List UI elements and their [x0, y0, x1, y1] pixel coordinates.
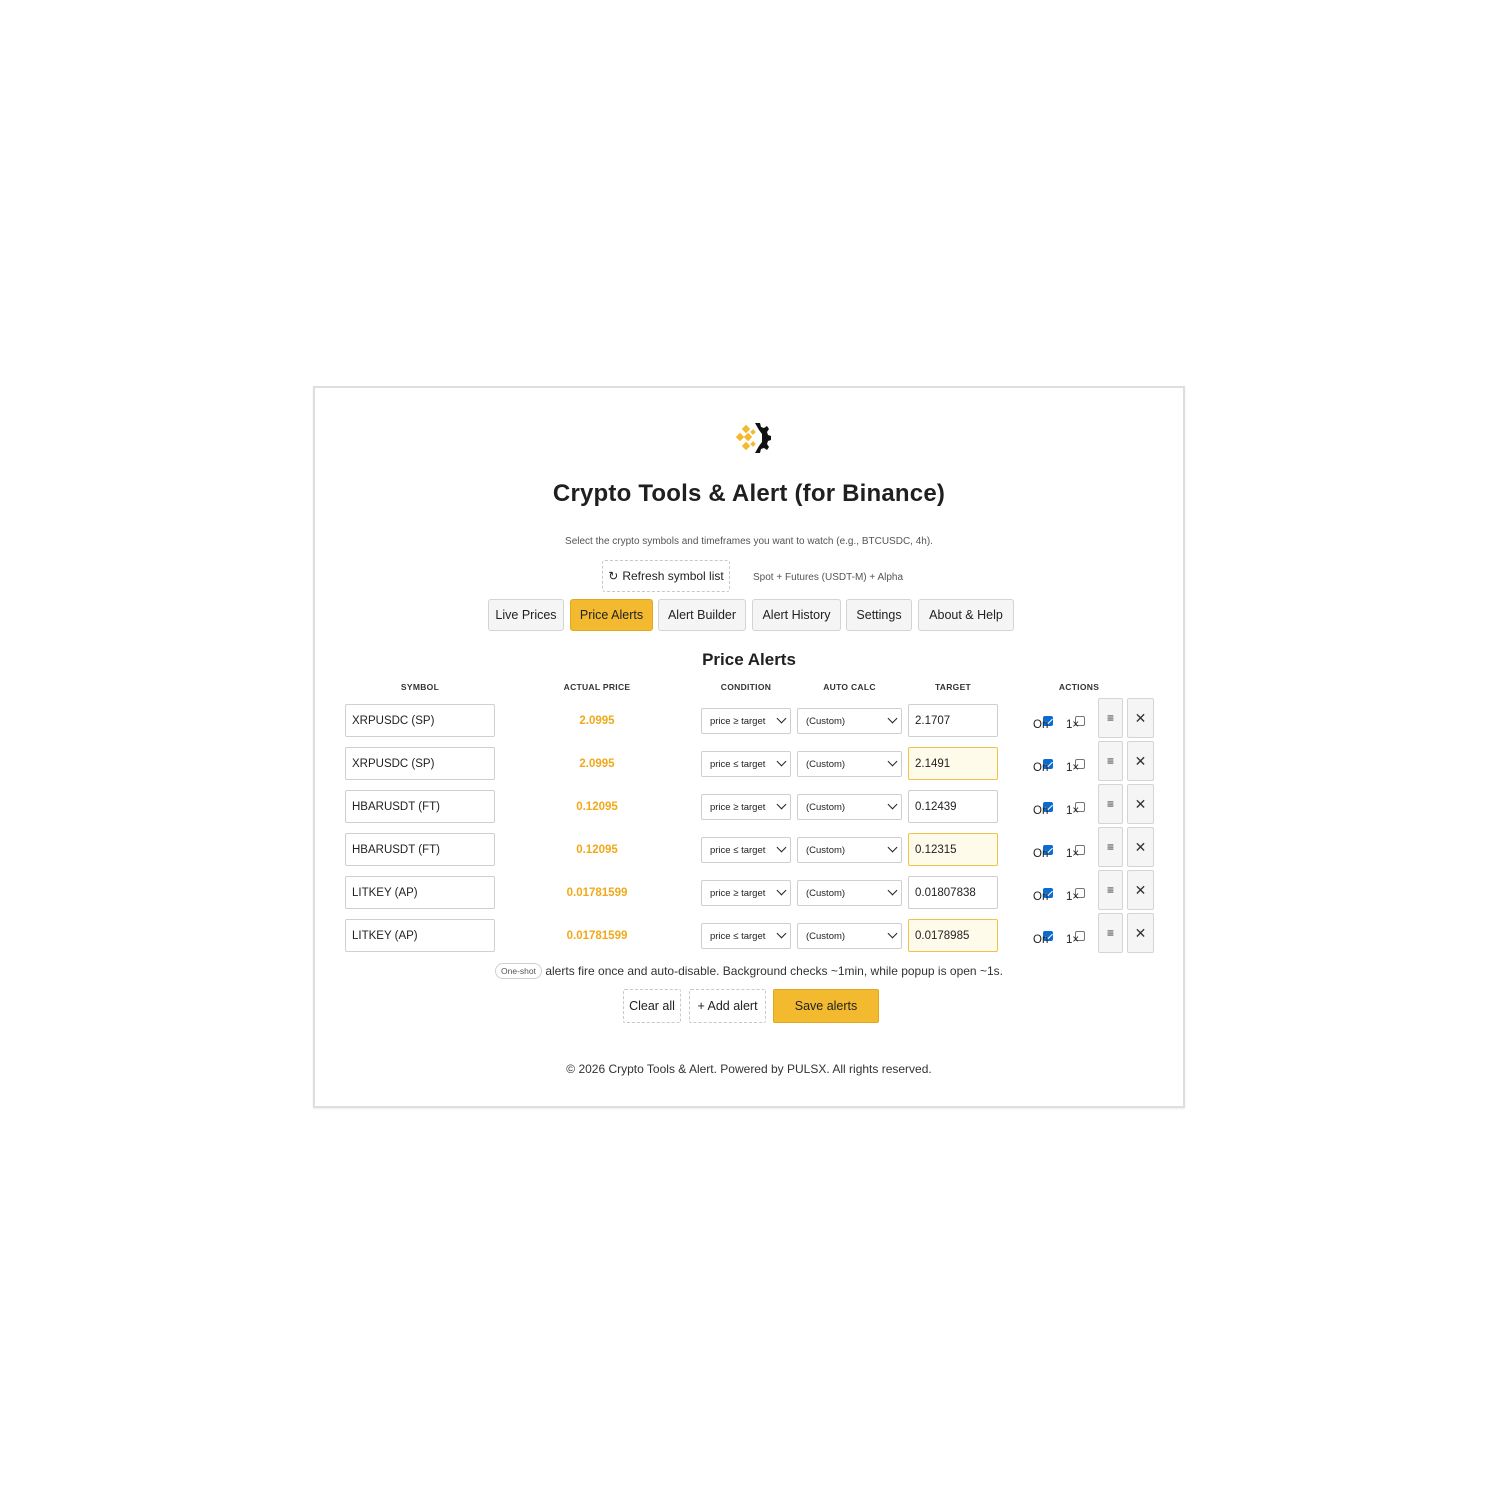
actual-price-value: 0.12095	[576, 800, 618, 813]
tab-settings[interactable]: Settings	[846, 599, 912, 631]
enabled-label: On	[1033, 891, 1049, 903]
auto-calc-select[interactable]	[797, 794, 902, 820]
auto-calc-select[interactable]	[797, 837, 902, 863]
condition-value: price ≥ target	[710, 715, 766, 727]
condition-select[interactable]	[701, 837, 791, 863]
symbol-input[interactable]	[345, 876, 495, 909]
menu-icon: ≡	[1106, 754, 1114, 768]
tab-price-alerts[interactable]: Price Alerts	[570, 599, 653, 631]
target-input[interactable]	[908, 704, 998, 737]
chevron-down-icon	[777, 757, 787, 767]
target-input[interactable]	[908, 747, 998, 780]
alert-row	[315, 704, 1183, 744]
target-input[interactable]	[908, 876, 998, 909]
target-value: 0.12315	[915, 843, 957, 856]
symbol-value: XRPUSDC (SP)	[352, 757, 435, 770]
row-menu-button[interactable]	[1098, 784, 1123, 824]
delete-alert-button[interactable]	[1127, 741, 1154, 781]
target-value: 0.12439	[915, 800, 957, 813]
chevron-down-icon	[777, 843, 787, 853]
condition-value: price ≥ target	[710, 887, 766, 899]
chevron-down-icon	[777, 886, 787, 896]
symbol-value: LITKEY (AP)	[352, 886, 418, 899]
menu-icon: ≡	[1106, 883, 1114, 897]
symbol-input[interactable]	[345, 790, 495, 823]
binance-gear-logo-icon	[733, 418, 773, 458]
enabled-label: On	[1033, 762, 1049, 774]
target-input[interactable]	[908, 790, 998, 823]
col-header-actual-price: ACTUAL PRICE	[563, 682, 631, 692]
one-shot-label: 1×	[1066, 805, 1080, 817]
target-input[interactable]	[908, 919, 998, 952]
chevron-down-icon	[777, 800, 787, 810]
delete-alert-button[interactable]	[1127, 870, 1154, 910]
save-alerts-button[interactable]: Save alerts	[773, 989, 879, 1023]
footnote-text: alerts fire once and auto-disable. Background checks ~1min, while popup is open ~1s.	[545, 964, 1003, 978]
chevron-down-icon	[888, 929, 898, 939]
refresh-icon: ↻	[608, 569, 619, 583]
delete-alert-button[interactable]	[1127, 698, 1154, 738]
row-menu-button[interactable]	[1098, 827, 1123, 867]
col-header-target: TARGET	[934, 682, 972, 692]
menu-icon: ≡	[1106, 711, 1114, 725]
condition-select[interactable]	[701, 751, 791, 777]
delete-alert-button[interactable]	[1127, 827, 1154, 867]
auto-calc-value: (Custom)	[806, 887, 846, 899]
chevron-down-icon	[777, 929, 787, 939]
col-header-auto-calc: AUTO CALC	[823, 682, 876, 692]
refresh-symbol-list-button[interactable]	[602, 560, 730, 592]
row-menu-button[interactable]	[1098, 870, 1123, 910]
menu-icon: ≡	[1106, 926, 1114, 940]
alert-row	[315, 833, 1183, 873]
close-icon: ✕	[1134, 881, 1147, 898]
app-title: Crypto Tools & Alert (for Binance)	[552, 480, 946, 507]
condition-value: price ≥ target	[710, 801, 766, 813]
one-shot-label: 1×	[1066, 848, 1080, 860]
symbol-value: LITKEY (AP)	[352, 929, 418, 942]
auto-calc-value: (Custom)	[806, 715, 846, 727]
menu-icon: ≡	[1106, 797, 1114, 811]
col-header-condition: CONDITION	[720, 682, 772, 692]
footer-copyright: © 2026 Crypto Tools & Alert. Powered by PULSX. All rights reserved.	[566, 1062, 932, 1076]
target-value: 2.1491	[915, 757, 951, 770]
enabled-label: On	[1033, 719, 1049, 731]
actual-price-value: 0.12095	[576, 843, 618, 856]
tab-about-help[interactable]: About & Help	[918, 599, 1014, 631]
chevron-down-icon	[888, 843, 898, 853]
menu-icon: ≡	[1106, 840, 1114, 854]
tab-bar	[315, 599, 1183, 633]
popup-panel	[313, 386, 1185, 1108]
oneshot-footnote	[315, 963, 1183, 979]
target-input[interactable]	[908, 833, 998, 866]
clear-all-button[interactable]: Clear all	[623, 989, 681, 1023]
auto-calc-value: (Custom)	[806, 930, 846, 942]
col-header-actions: ACTIONS	[1058, 682, 1100, 692]
auto-calc-value: (Custom)	[806, 844, 846, 856]
row-menu-button[interactable]	[1098, 698, 1123, 738]
tab-alert-history[interactable]: Alert History	[752, 599, 841, 631]
add-alert-button[interactable]: + Add alert	[689, 989, 766, 1023]
close-icon: ✕	[1134, 709, 1147, 726]
alert-row	[315, 876, 1183, 916]
oneshot-badge: One-shot	[495, 963, 542, 979]
condition-select[interactable]	[701, 923, 791, 949]
symbol-value: HBARUSDT (FT)	[352, 843, 440, 856]
actual-price-value: 2.0995	[579, 714, 615, 727]
tab-alert-builder[interactable]: Alert Builder	[658, 599, 746, 631]
auto-calc-select[interactable]	[797, 923, 902, 949]
alert-row	[315, 747, 1183, 787]
symbol-input[interactable]	[345, 919, 495, 952]
tab-live-prices[interactable]: Live Prices	[488, 599, 564, 631]
alert-row	[315, 919, 1183, 959]
symbol-input[interactable]	[345, 704, 495, 737]
symbol-input[interactable]	[345, 747, 495, 780]
target-value: 0.01807838	[915, 886, 976, 899]
auto-calc-value: (Custom)	[806, 801, 846, 813]
refresh-label: Refresh symbol list	[622, 569, 724, 583]
auto-calc-value: (Custom)	[806, 758, 846, 770]
symbol-value: XRPUSDC (SP)	[352, 714, 435, 727]
chevron-down-icon	[888, 714, 898, 724]
one-shot-label: 1×	[1066, 719, 1080, 731]
app-subtitle: Select the crypto symbols and timeframes you want to watch (e.g., BTCUSDC, 4h).	[565, 536, 933, 547]
enabled-label: On	[1033, 848, 1049, 860]
col-header-symbol: SYMBOL	[400, 682, 440, 692]
close-icon: ✕	[1134, 924, 1147, 941]
auto-calc-select[interactable]	[797, 708, 902, 734]
one-shot-label: 1×	[1066, 762, 1080, 774]
condition-select[interactable]	[701, 794, 791, 820]
condition-value: price ≤ target	[710, 758, 766, 770]
delete-alert-button[interactable]	[1127, 784, 1154, 824]
auto-calc-select[interactable]	[797, 880, 902, 906]
condition-select[interactable]	[701, 708, 791, 734]
target-value: 2.1707	[915, 714, 951, 727]
condition-select[interactable]	[701, 880, 791, 906]
one-shot-label: 1×	[1066, 891, 1080, 903]
one-shot-label: 1×	[1066, 934, 1080, 946]
row-menu-button[interactable]	[1098, 741, 1123, 781]
section-title: Price Alerts	[702, 650, 796, 669]
symbol-value: HBARUSDT (FT)	[352, 800, 440, 813]
auto-calc-select[interactable]	[797, 751, 902, 777]
close-icon: ✕	[1134, 795, 1147, 812]
target-value: 0.0178985	[915, 929, 970, 942]
alert-row	[315, 790, 1183, 830]
close-icon: ✕	[1134, 752, 1147, 769]
actual-price-value: 0.01781599	[566, 886, 628, 899]
chevron-down-icon	[777, 714, 787, 724]
enabled-label: On	[1033, 934, 1049, 946]
condition-value: price ≤ target	[710, 930, 766, 942]
chevron-down-icon	[888, 800, 898, 810]
symbol-input[interactable]	[345, 833, 495, 866]
symbol-source-note: Spot + Futures (USDT-M) + Alpha	[753, 572, 904, 583]
chevron-down-icon	[888, 886, 898, 896]
chevron-down-icon	[888, 757, 898, 767]
actual-price-value: 2.0995	[579, 757, 615, 770]
enabled-label: On	[1033, 805, 1049, 817]
condition-value: price ≤ target	[710, 844, 766, 856]
actual-price-value: 0.01781599	[566, 929, 628, 942]
close-icon: ✕	[1134, 838, 1147, 855]
row-menu-button[interactable]	[1098, 913, 1123, 953]
delete-alert-button[interactable]	[1127, 913, 1154, 953]
